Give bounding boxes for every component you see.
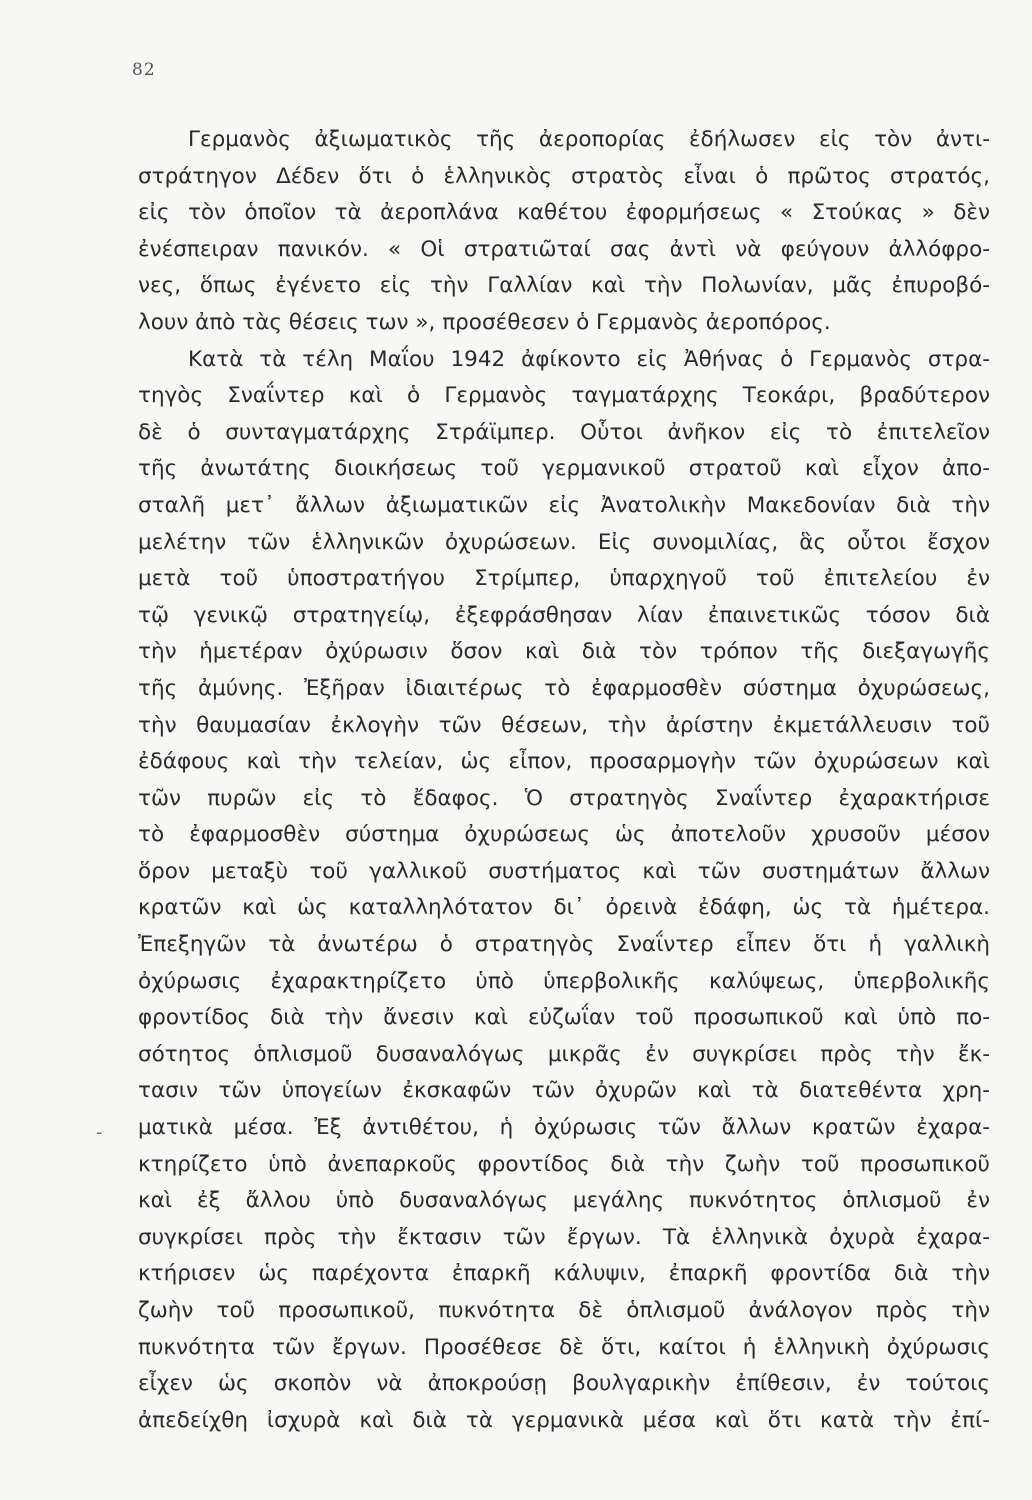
- text-line: ὅρον μεταξὺ τοῦ γαλλικοῦ συστήματος καὶ τῶν συστημάτων ἄλλων: [138, 858, 990, 884]
- text-line: πυκνότητα τῶν ἔργων. Προσέθεσε δὲ ὅτι, καίτοι ἡ ἑλληνικὴ ὀχύρωσις: [138, 1334, 990, 1360]
- text-line: συγκρίσει πρὸς τὴν ἔκτασιν τῶν ἔργων. Τὰ ἑλληνικὰ ὀχυρὰ ἐχαρα-: [138, 1224, 990, 1250]
- text-line: στράτηγον Δέδεν ὅτι ὁ ἑλληνικὸς στρατὸς εἶναι ὁ πρῶτος στρατός,: [138, 163, 990, 189]
- text-line: Ἐπεξηγῶν τὰ ἀνωτέρω ὁ στρατηγὸς Σναΐντερ εἶπεν ὅτι ἡ γαλλικὴ: [138, 932, 990, 958]
- text-line: φροντίδος διὰ τὴν ἄνεσιν καὶ εὐζωΐαν τοῦ προσωπικοῦ καὶ ὑπὸ πο-: [138, 1005, 990, 1031]
- text-line: τασιν τῶν ὑπογείων ἐκσκαφῶν τῶν ὀχυρῶν καὶ τὰ διατεθέντα χρη-: [138, 1078, 990, 1104]
- text-line: τῆς ἀμύνης. Ἐξῆραν ἰδιαιτέρως τὸ ἐφαρμοσθὲν σύστημα ὀχυρώσεως,: [138, 675, 990, 701]
- text-line: νες, ὅπως ἐγένετο εἰς τὴν Γαλλίαν καὶ τὴν Πολωνίαν, μᾶς ἐπυροβό-: [138, 273, 990, 299]
- text-line: κτηρίζετο ὑπὸ ἀνεπαρκοῦς φροντίδος διὰ τὴν ζωὴν τοῦ προσωπικοῦ: [138, 1151, 990, 1177]
- text-line: ματικὰ μέσα. Ἐξ ἀντιθέτου, ἡ ὀχύρωσις τῶν ἄλλων κρατῶν ἐχαρα-: [138, 1115, 990, 1141]
- text-line: μετὰ τοῦ ὑποστρατήγου Στρίμπερ, ὑπαρχηγοῦ τοῦ ἐπιτελείου ἐν: [138, 566, 990, 592]
- text-line: ζωὴν τοῦ προσωπικοῦ, πυκνότητα δὲ ὁπλισμοῦ ἀνάλογον πρὸς τὴν: [138, 1298, 990, 1323]
- text-line: ἐνέσπειραν πανικόν. « Οἱ στρατιῶταί σας ἀντὶ νὰ φεύγουν ἀλλόφρο-: [138, 236, 990, 262]
- body-text: [138, 122, 990, 1439]
- text-line: τηγὸς Σναΐντερ καὶ ὁ Γερμανὸς ταγματάρχης Τεοκάρι, βραδύτερον: [138, 383, 990, 409]
- text-line: τὴν θαυμασίαν ἐκλογὴν τῶν θέσεων, τὴν ἀρίστην ἐκμετάλλευσιν τοῦ: [138, 712, 990, 738]
- text-line: κτήρισεν ὡς παρέχοντα ἐπαρκῆ κάλυψιν, ἐπαρκῆ φροντίδα διὰ τὴν: [138, 1261, 990, 1287]
- text-line: εἶχεν ὡς σκοπὸν νὰ ἀποκρούσῃ βουλγαρικὴν ἐπίθεσιν, ἐν τούτοις: [138, 1371, 990, 1397]
- text-line: εἰς τὸν ὁποῖον τὰ ἀεροπλάνα καθέτου ἐφορμήσεως « Στούκας » δὲν: [138, 200, 990, 226]
- text-line: ἐδάφους καὶ τὴν τελείαν, ὡς εἶπον, προσαρμογὴν τῶν ὀχυρώσεων καὶ: [138, 749, 990, 775]
- text-line: δὲ ὁ συνταγματάρχης Στράϊμπερ. Οὗτοι ἀνῆκον εἰς τὸ ἐπιτελεῖον: [138, 419, 990, 445]
- text-line: μελέτην τῶν ἑλληνικῶν ὀχυρώσεων. Εἰς συνομιλίας, ἃς οὗτοι ἔσχον: [138, 529, 990, 555]
- text-line: Κατὰ τὰ τέλη Μαΐου 1942 ἀφίκοντο εἰς Ἀθήνας ὁ Γερμανὸς στρα-: [188, 346, 990, 372]
- text-line: τὴν ἡμετέραν ὀχύρωσιν ὅσον καὶ διὰ τὸν τρόπον τῆς διεξαγωγῆς: [138, 639, 990, 665]
- text-line: κρατῶν καὶ ὡς καταλληλότατον δι᾽ ὀρεινὰ ἐδάφη, ὡς τὰ ἡμέτερα.: [138, 895, 990, 921]
- text-line: τῷ γενικῷ στρατηγείῳ, ἐξεφράσθησαν λίαν ἐπαινετικῶς τόσον διὰ: [138, 602, 990, 628]
- text-line: τῆς ἀνωτάτης διοικήσεως τοῦ γερμανικοῦ στρατοῦ καὶ εἶχον ἀπο-: [138, 456, 990, 482]
- text-line: ἀπεδείχθη ἰσχυρὰ καὶ διὰ τὰ γερμανικὰ μέσα καὶ ὅτι κατὰ τὴν ἐπί-: [138, 1407, 990, 1433]
- text-line: τὸ ἐφαρμοσθὲν σύστημα ὀχυρώσεως ὡς ἀποτελοῦν χρυσοῦν μέσον: [138, 822, 990, 848]
- text-line: Γερμανὸς ἀξιωματικὸς τῆς ἀεροπορίας ἐδήλωσεν εἰς τὸν ἀντι-: [188, 127, 990, 152]
- text-line: σότητος ὁπλισμοῦ δυσαναλόγως μικρᾶς ἐν συγκρίσει πρὸς τὴν ἔκ-: [138, 1041, 990, 1067]
- text-line: τῶν πυρῶν εἰς τὸ ἔδαφος. Ὁ στρατηγὸς Σναΐντερ ἐχαρακτήρισε: [138, 785, 990, 811]
- text-line: λουν ἀπὸ τὰς θέσεις των », προσέθεσεν ὁ Γερμανὸς ἀεροπόρος.: [138, 309, 831, 335]
- text-line: καὶ ἐξ ἄλλου ὑπὸ δυσαναλόγως μεγάλης πυκνότητος ὁπλισμοῦ ἐν: [138, 1188, 990, 1214]
- page-number: 82: [132, 60, 156, 80]
- margin-mark: -: [96, 1122, 103, 1143]
- text-line: ὀχύρωσις ἐχαρακτηρίζετο ὑπὸ ὑπερβολικῆς καλύψεως, ὑπερβολικῆς: [138, 968, 990, 994]
- text-line: σταλῆ μετ᾽ ἄλλων ἀξιωματικῶν εἰς Ἀνατολικὴν Μακεδονίαν διὰ τὴν: [138, 492, 990, 518]
